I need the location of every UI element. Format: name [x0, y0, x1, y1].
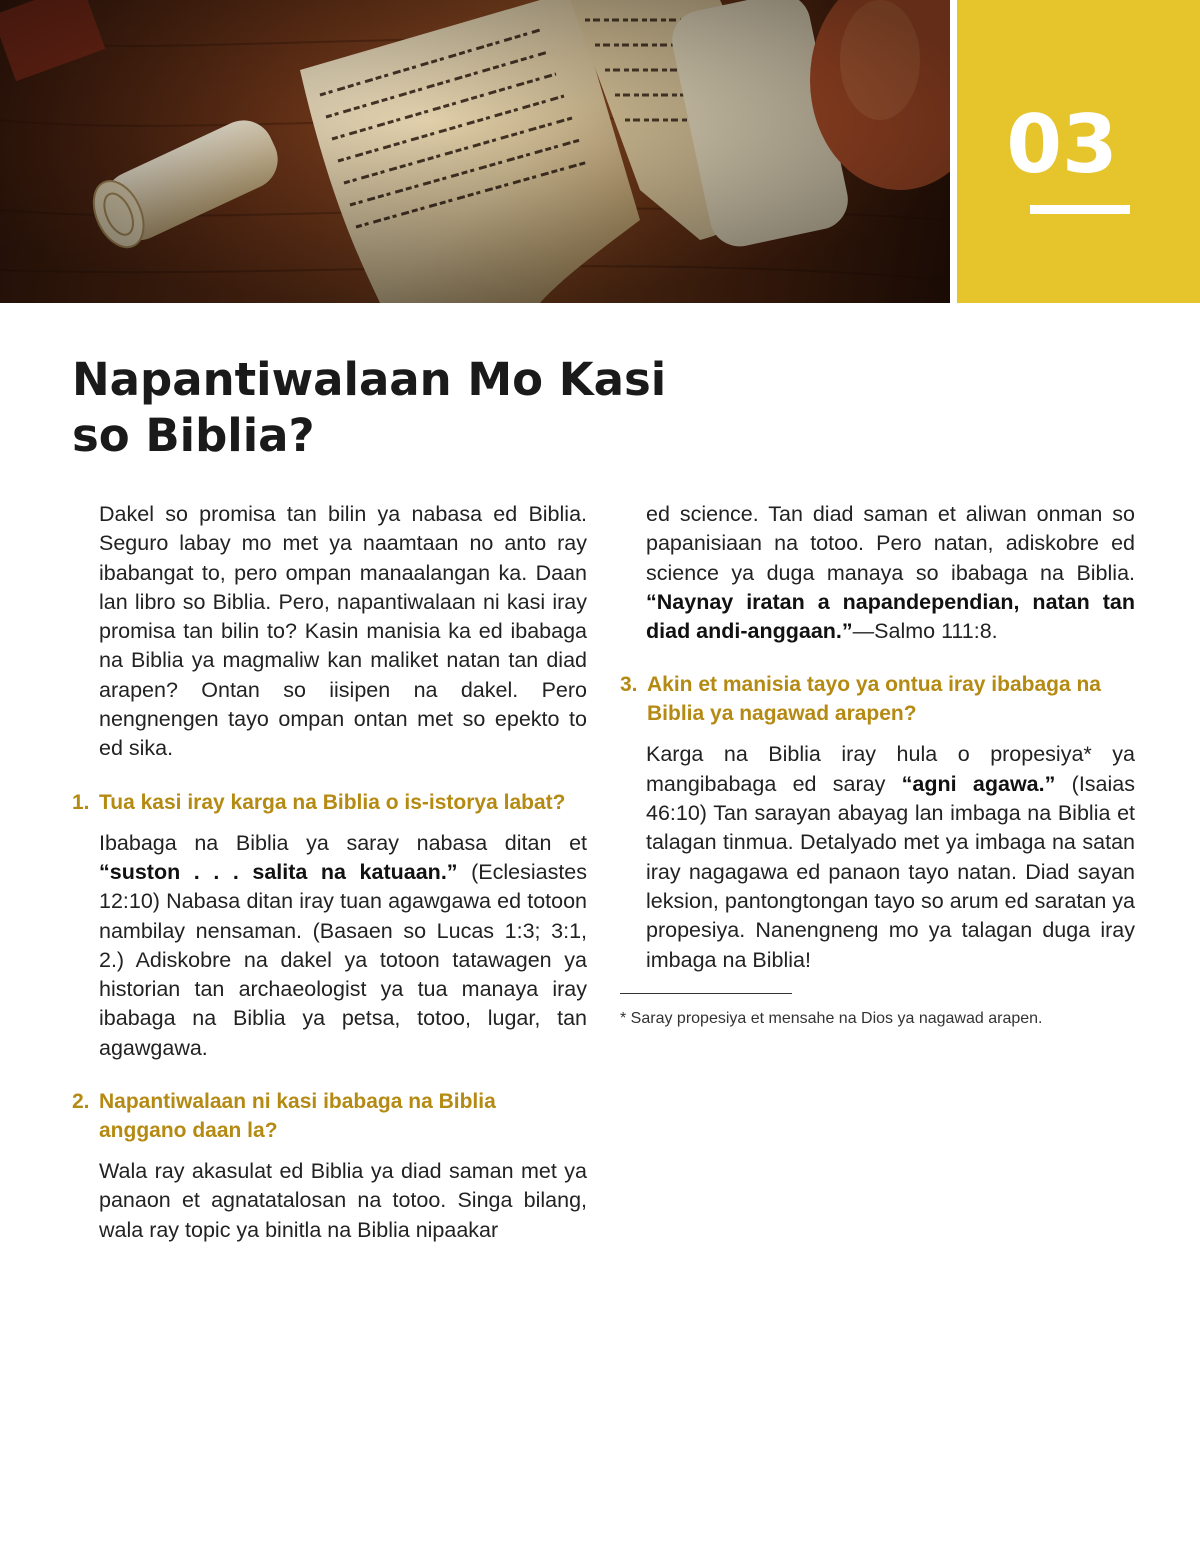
- question-2-heading: [72, 1087, 587, 1145]
- left-column: [72, 500, 587, 1245]
- question-3-answer-text: Karga na Biblia iray hula o propesiya* ya mangibabaga ed saray: [646, 742, 1135, 796]
- question-3-heading: [620, 670, 1135, 728]
- ancient-scrolls-photo: [0, 0, 950, 303]
- footnote-divider: [620, 993, 792, 994]
- lesson-number: 03: [1006, 98, 1118, 191]
- page-title-line2: so Biblia?: [72, 409, 315, 462]
- question-2-answer-quote: “Naynay iratan a napandependian, natan tan diad andi-anggaan.”: [646, 589, 1135, 644]
- scrolls-illustration: [0, 0, 950, 303]
- question-3-answer-quote: “agni agawa.”: [901, 771, 1056, 796]
- question-1-answer-text: Ibabaga na Biblia ya saray nabasa ditan et: [99, 830, 587, 855]
- question-1-heading: [72, 788, 587, 817]
- badge-underline: [1030, 205, 1130, 214]
- question-3-title: Akin et manisia tayo ya ontua iray ibabaga na Biblia ya nagawad arapen?: [647, 673, 1101, 726]
- question-3-answer: [620, 740, 1135, 974]
- question-3-number: 3.: [620, 673, 638, 697]
- page-title-line1: Napantiwalaan Mo Kasi: [72, 353, 667, 406]
- question-2-answer-part1: Wala ray akasulat ed Biblia ya diad saman met ya panaon et agnatatalosan na totoo. Singa bilang, wala ray topic ya binitla na Biblia nipaakar: [99, 1159, 587, 1242]
- question-1-number: 1.: [72, 790, 90, 814]
- question-2-answer-text: ed science. Tan diad saman et aliwan onman so papanisiaan na totoo. Pero natan, adiskobre ed science ya duga manaya so ibabaga na Biblia.: [646, 502, 1135, 585]
- intro-paragraph: Dakel so promisa tan bilin ya nabasa ed Biblia. Seguro labay mo met ya naamtaan no anto ray ibabangat to, pero ompan manaalangan ka. Daan lan libro so Biblia. Pero, napantiwalaan ni kasi iray promisa tan bilin to? Kasin manisia ka ed ibabaga na Biblia ya magmaliw kan maliket natan tan diad arapen? Ontan so iisipen na dakel. Pero nengnengen tayo ompan ontan met so epekto to ed sika.: [99, 502, 587, 761]
- page-title: [72, 352, 772, 464]
- lesson-number-badge: [957, 0, 1200, 303]
- question-1-answer-quote: “suston . . . salita na katuaan.”: [99, 859, 458, 884]
- question-3-answer-rest: (Isaias 46:10) Tan sarayan abayag lan imbaga na Biblia et talagan tinmua. Detalyado met ya imbaga na satan iray nagagawa ed panaon tayo natan. Diad sayan leksion, pantongtongan tayo so arum ed saratan ya propesiya. Nanengneng mo ya talagan duga iray imbaga na Biblia!: [646, 771, 1135, 972]
- footnote: * Saray propesiya et mensahe na Dios ya nagawad arapen.: [620, 1009, 1043, 1027]
- header-banner: [0, 0, 1200, 303]
- right-column: [620, 500, 1135, 1030]
- question-2-answer-citation: —Salmo 111:8.: [852, 619, 998, 644]
- question-1-title: Tua kasi iray karga na Biblia o is-istorya labat?: [99, 790, 566, 814]
- question-2-number: 2.: [72, 1090, 90, 1114]
- question-2-answer-part2: [620, 500, 1135, 646]
- question-1-answer-rest: (Eclesiastes 12:10) Nabasa ditan iray tuan agawgawa ed totoon nambilay nensaman. (Basaen so Lucas 1:3; 3:1, 2.) Adiskobre na dakel ya totoon tatawagen ya historian tan archaeologist ya tua manaya iray ibabaga na Biblia ya petsa, totoo, lugar, tan agawgawa.: [99, 859, 588, 1060]
- question-2-title: Napantiwalaan ni kasi ibabaga na Biblia anggano daan la?: [99, 1090, 496, 1143]
- question-1-answer: [72, 829, 587, 1063]
